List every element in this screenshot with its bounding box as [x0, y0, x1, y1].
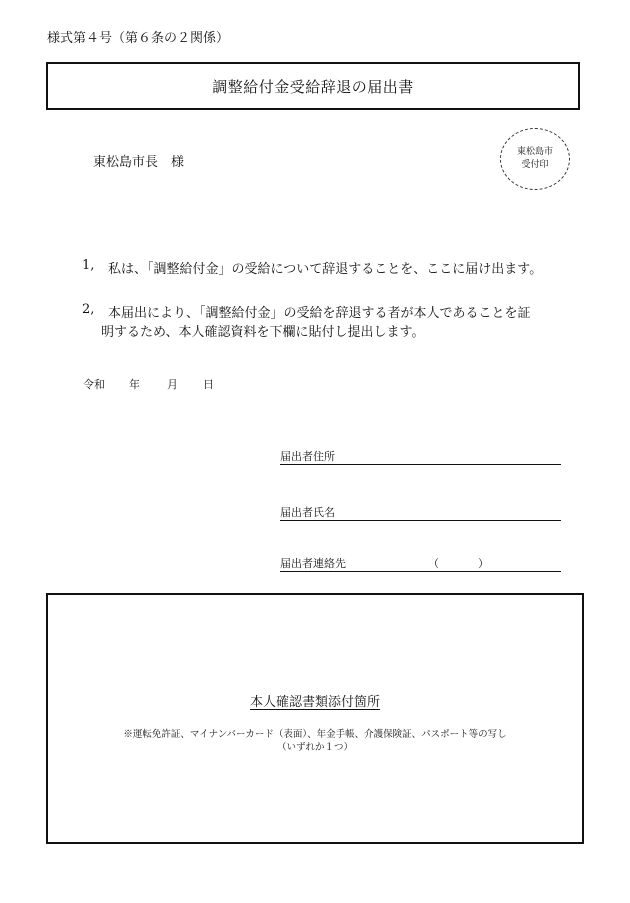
title-box [46, 62, 580, 110]
stamp-line-1: 東松島市 [516, 147, 553, 157]
attachment-note-line-1: ※運転免許証、マイナンバーカード（表面）、年金手帳、介護保険証、パスポート等の写し [123, 729, 507, 740]
item-2-number: 2, [82, 302, 95, 317]
date-month: 月 [167, 378, 178, 391]
item-1-text: 私は、「調整給付金」の受給について辞退することを、ここに届け出ます。 [108, 262, 543, 277]
address-field[interactable] [280, 450, 561, 465]
item-1-number: 1, [82, 258, 95, 273]
date-year: 年 [129, 378, 140, 391]
date-era: 令和 [83, 378, 105, 391]
date-line [83, 376, 214, 392]
attachment-note-line-2: （いずれか１つ） [276, 742, 353, 753]
attachment-area [46, 593, 584, 844]
name-field[interactable] [280, 506, 561, 521]
date-day: 日 [203, 378, 214, 391]
contact-paren-open: （ [428, 557, 439, 570]
addressee: 東松島市長 様 [93, 155, 185, 170]
document-title: 調整給付金受給辞退の届出書 [212, 77, 414, 96]
contact-paren-close: ） [478, 557, 489, 570]
item-2-text-line-2: 明するため、本人確認資料を下欄に貼付し提出します。 [101, 325, 425, 340]
form-number: 様式第４号（第６条の２関係） [47, 31, 230, 46]
item-2-text-line-1: 本届出により、「調整給付金」の受給を辞退する者が本人であることを証 [108, 306, 531, 321]
reception-stamp-area [500, 128, 570, 190]
name-label: 届出者氏名 [280, 506, 335, 519]
contact-field[interactable] [280, 557, 561, 572]
stamp-line-2: 受付印 [521, 160, 549, 170]
contact-label: 届出者連絡先 [280, 557, 346, 570]
address-label: 届出者住所 [280, 450, 335, 463]
attachment-title [48, 691, 582, 710]
attachment-title-text: 本人確認書類添付箇所 [249, 695, 380, 710]
